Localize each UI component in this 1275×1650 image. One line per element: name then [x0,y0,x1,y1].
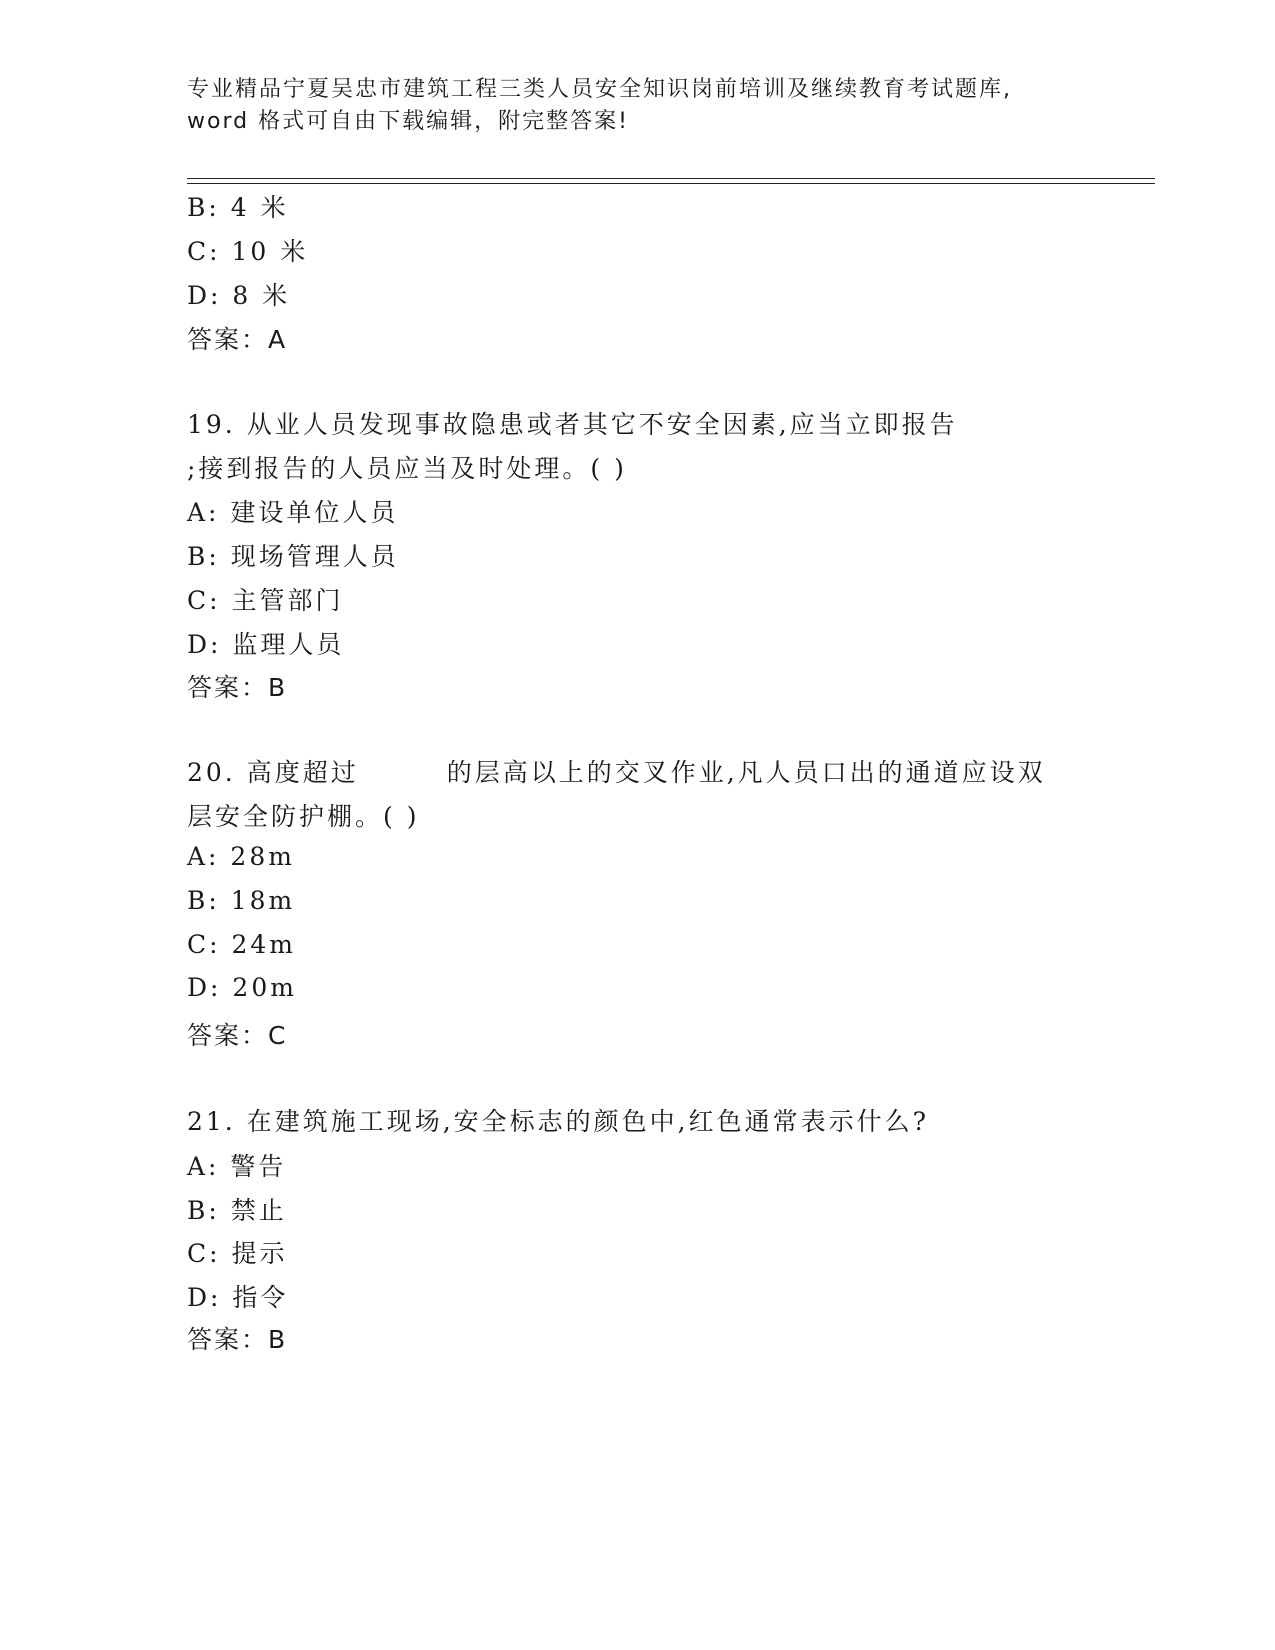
question-20-stem-part-1: 20. 高度超过 [187,758,359,787]
question-20-answer: 答案：C [187,1021,288,1050]
option-d: D: 8 米 [187,281,291,310]
header-divider-bottom [187,183,1155,184]
question-21-stem-line-1: 21. 在建筑施工现场,安全标志的颜色中,红色通常表示什么? [187,1107,930,1136]
document-header [187,74,1087,138]
header-divider-top [187,178,1155,179]
question-20-option-c: C: 24m [187,930,297,959]
question-20-option-d: D: 20m [187,973,297,1002]
question-19-option-a: A: 建设单位人员 [187,498,399,527]
question-21-option-b: B: 禁止 [187,1196,287,1225]
question-20-option-a: A: 28m [187,842,295,871]
question-20-stem-part-2: 的层高以上的交叉作业,凡人员口出的通道应设双 [446,758,1046,787]
question-20-stem-line-1 [187,753,1046,789]
question-21-answer: 答案：B [187,1325,288,1354]
question-21-option-a: A: 警告 [187,1152,287,1181]
question-19-answer: 答案：B [187,673,288,702]
question-19-option-d: D: 监理人员 [187,630,345,659]
question-21-option-d: D: 指令 [187,1283,289,1312]
option-b: B: 4 米 [187,193,289,222]
question-19-stem-line-1: 19. 从业人员发现事故隐患或者其它不安全因素,应当立即报告 [187,410,958,439]
header-line-1: 专业精品宁夏吴忠市建筑工程三类人员安全知识岗前培训及继续教育考试题库, [187,77,1012,102]
question-20-option-b: B: 18m [187,886,296,915]
header-line-2: word 格式可自由下载编辑，附完整答案! [187,109,629,134]
question-19-option-c: C: 主管部门 [187,586,344,615]
answer-line: 答案：A [187,325,288,354]
option-c: C: 10 米 [187,237,309,266]
question-19-stem-line-2: ;接到报告的人员应当及时处理。( ) [187,454,627,483]
question-20-stem-line-2: 层安全防护棚。( ) [187,802,420,831]
question-21-option-c: C: 提示 [187,1239,288,1268]
question-19-option-b: B: 现场管理人员 [187,542,399,571]
